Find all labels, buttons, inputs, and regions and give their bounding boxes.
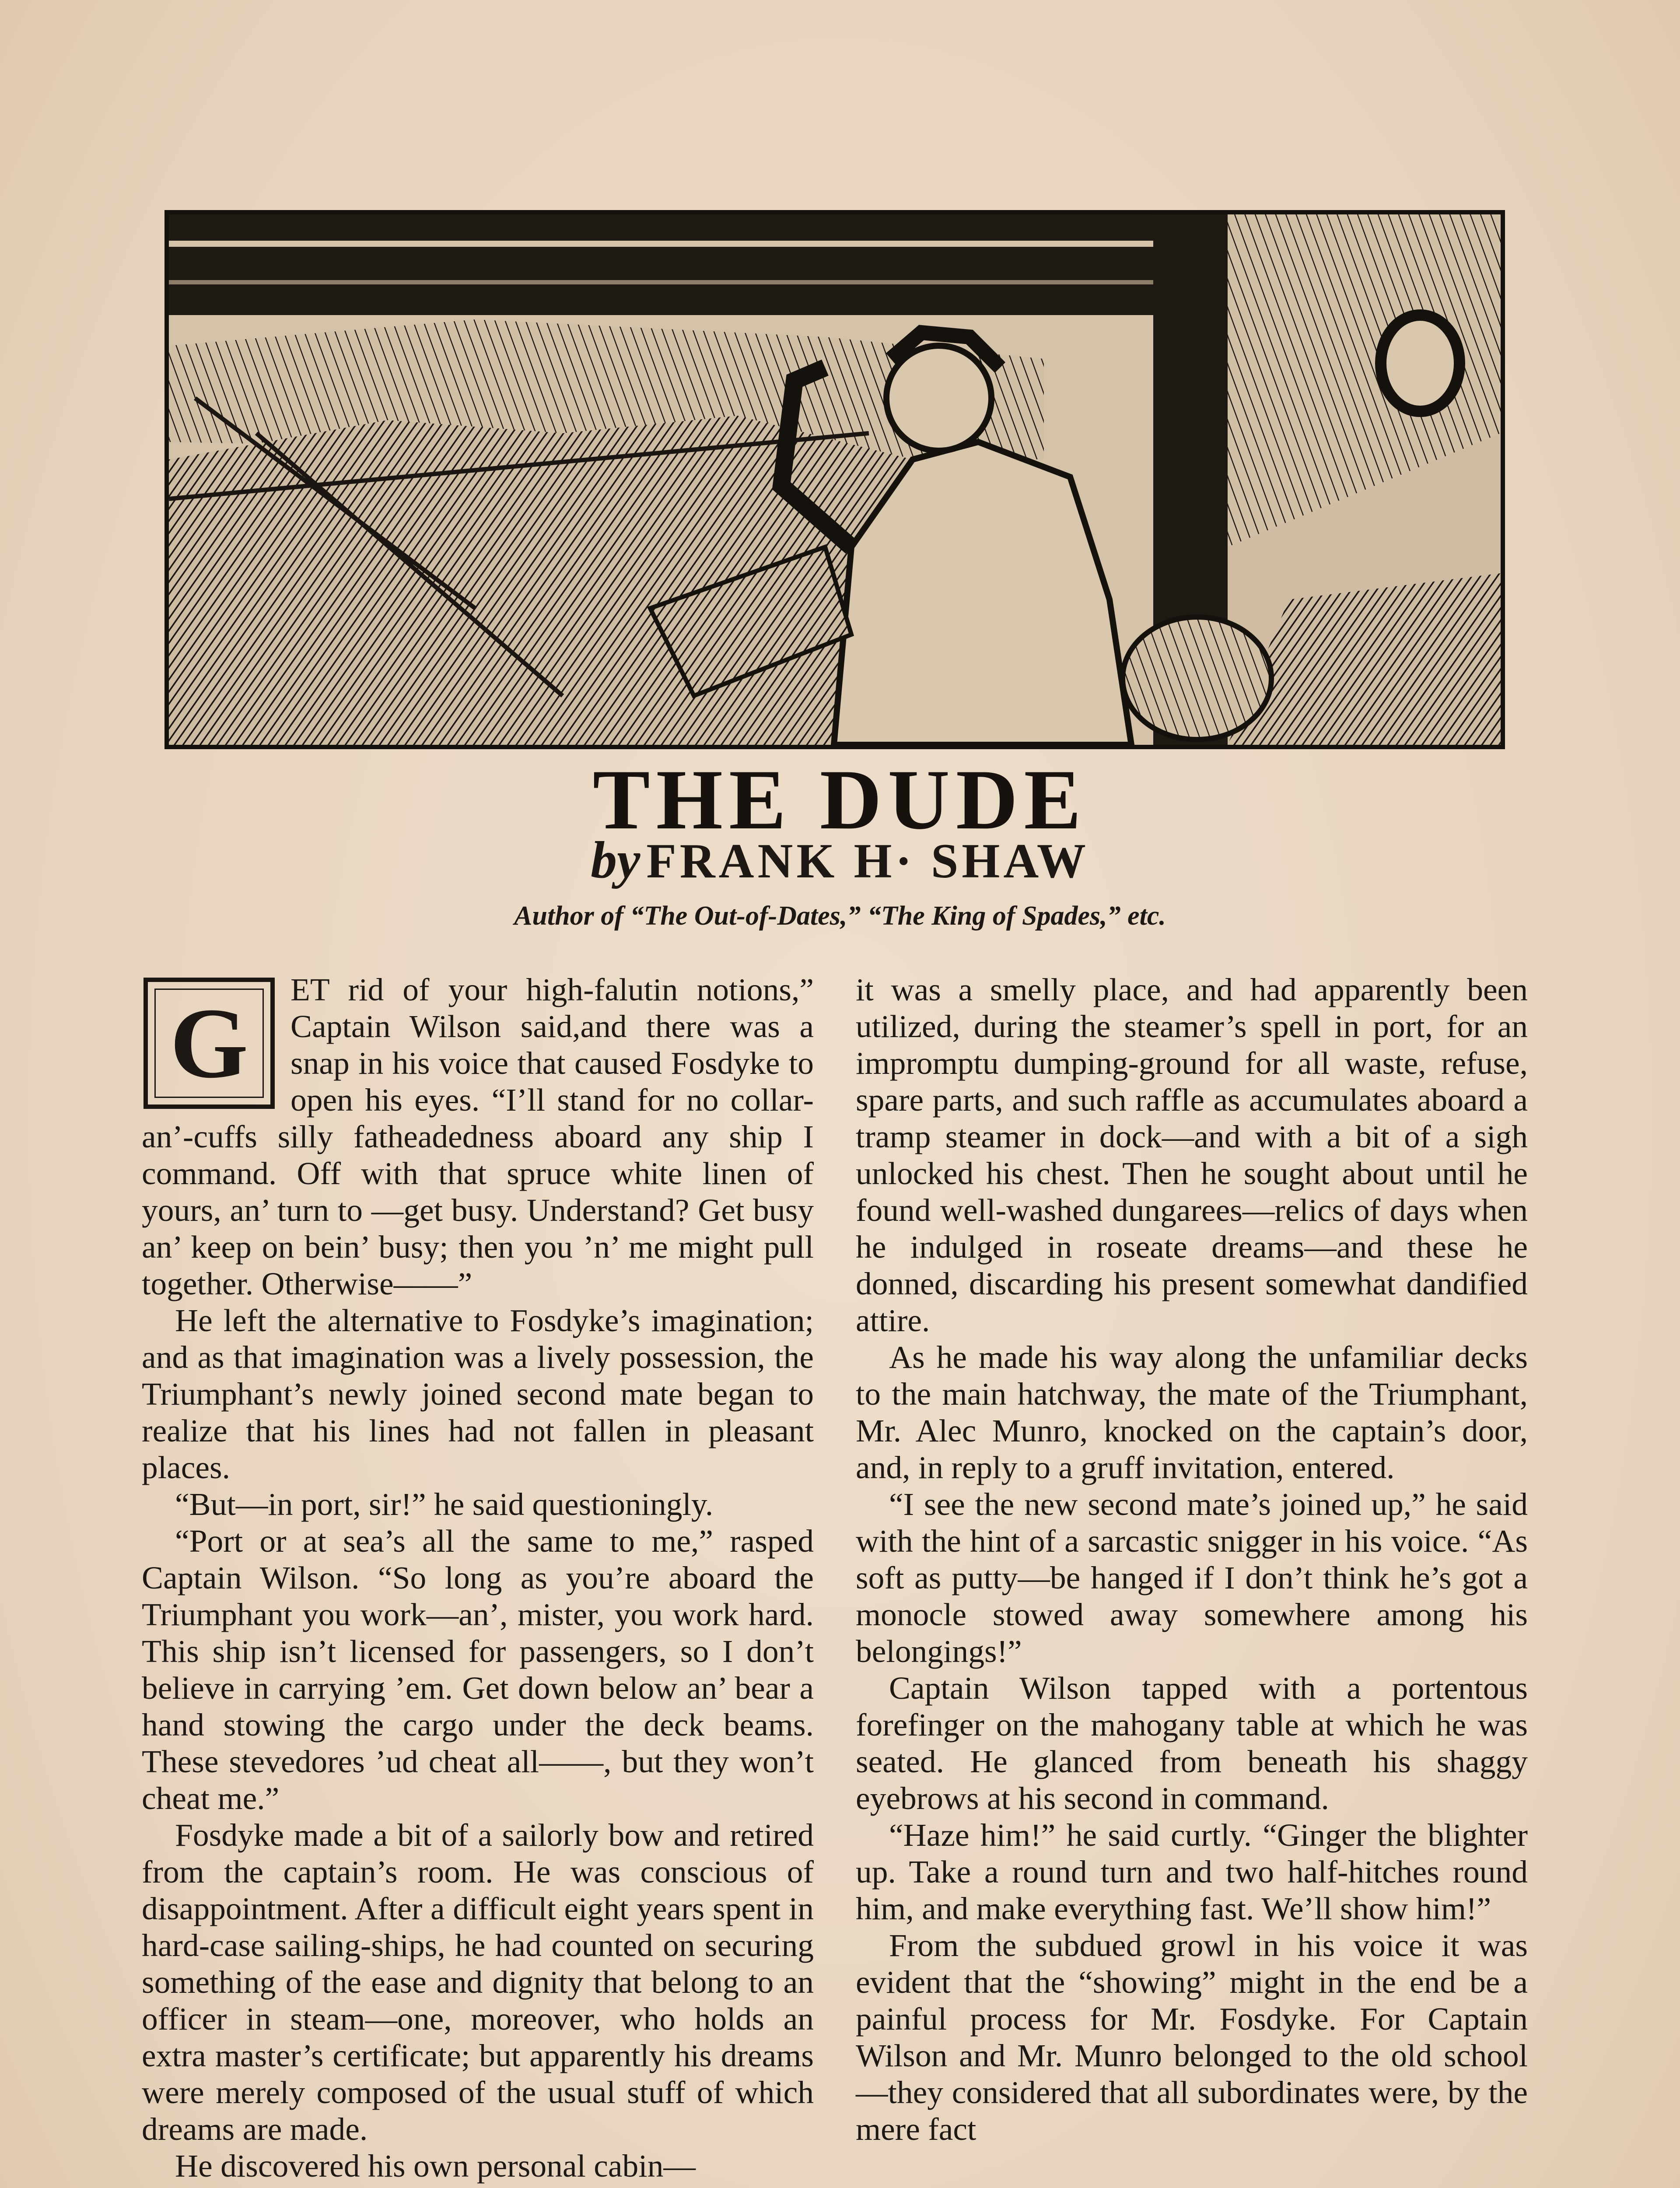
paragraph: As he made his way along the unfamiliar decks to the main hatchway, the mate of the Triumphant, Mr. Alec Munro, knocked on the captain’s door, and, in reply to a gruff invitation, entered. xyxy=(856,1339,1528,1485)
paragraph: “But—in port, sir!” he said questioningly. xyxy=(175,1487,714,1522)
left-column xyxy=(142,971,814,2184)
paragraph: Fosdyke made a bit of a sailorly bow and retired from the captain’s room. He was conscious of disappointment. After a difficult eight years spent in hard-case sailing-ships, he had counted on securing something of the ease and dignity that belong to an officer in steam—one, moreover, who holds an extra master’s certificate; but apparently his dreams were merely composed of the usual stuff of which dreams are made. xyxy=(142,1817,814,2147)
paragraph: it was a smelly place, and had apparently been utilized, during the steamer’s spell in port, for an impromptu dumping-ground for all waste, refuse, spare parts, and such raffle as accumulates aboard a tramp steamer in dock—and with a bit of a sigh unlocked his chest. Then he sought about until he found well-washed dungarees—relics of days when he indulged in roseate dreams—and these he donned, discarding his present somewhat dandified attire. xyxy=(856,972,1528,1338)
story-title: THE DUDE xyxy=(592,752,1088,847)
paragraph: He left the alternative to Fosdyke’s imagination; and as that imagination was a lively possession, the Triumphant’s newly joined second mate began to realize that his lines had not fallen in pleasant places. xyxy=(142,1303,814,1485)
paragraph: ET rid of your high-falutin notions,” Captain Wilson said,and there was a snap in his voice that caused Fosdyke to open his eyes. “I’ll stand for no collar-an’-cuffs silly fatheadedness aboard any ship I command. Off with that spruce white linen of yours, an’ turn to —get busy. Understand? Get busy an’ keep on bein’ busy; then you ’n’ me might pull together. Otherwise——” xyxy=(142,972,814,1301)
byline-prefix: by xyxy=(591,831,640,889)
paragraph: “Haze him!” he said curtly. “Ginger the blighter up. Take a round turn and two half-hitches round him, and make everything fast. We’ll show him!” xyxy=(856,1817,1528,1926)
drop-cap xyxy=(144,978,275,1109)
drop-cap-letter: G xyxy=(154,989,264,1098)
paragraph: “I see the new second mate’s joined up,” he said with the hint of a sarcastic snigger in his voice. “As soft as putty—be hanged if I don’t think he’s got a monocle stowed away somewhere among his belongings!” xyxy=(856,1487,1528,1669)
paragraph: Captain Wilson tapped with a portentous forefinger on the mahogany table at which he was seated. He glanced from beneath his shaggy eyebrows at his second in command. xyxy=(856,1670,1528,1816)
paragraph: From the subdued growl in his voice it was evident that the “showing” might in the end be a painful process for Mr. Fosdyke. For Captain Wilson and Mr. Munro belonged to the old school—they considered that all subordinates were, by the mere fact xyxy=(856,1928,1528,2147)
byline xyxy=(0,831,1680,889)
author-name: FRANK H· SHAW xyxy=(646,834,1089,888)
paragraph: He discovered his own personal cabin— xyxy=(175,2148,696,2184)
ship-deck-storm-illustration xyxy=(169,214,1501,745)
right-column xyxy=(856,971,1528,2148)
story-illustration xyxy=(164,210,1505,749)
paragraph: “Port or at sea’s all the same to me,” rasped Captain Wilson. “So long as you’re aboard the Triumphant you work—an’, mister, you work hard. This ship isn’t licensed for passengers, so I don’t believe in carrying ’em. Get down below an’ bear a hand stowing the cargo under the deck beams. These stevedores ’ud cheat all——, but they won’t cheat me.” xyxy=(142,1523,814,1816)
author-credit: Author of “The Out-of-Dates,” “The King of Spades,” etc. xyxy=(514,901,1166,931)
